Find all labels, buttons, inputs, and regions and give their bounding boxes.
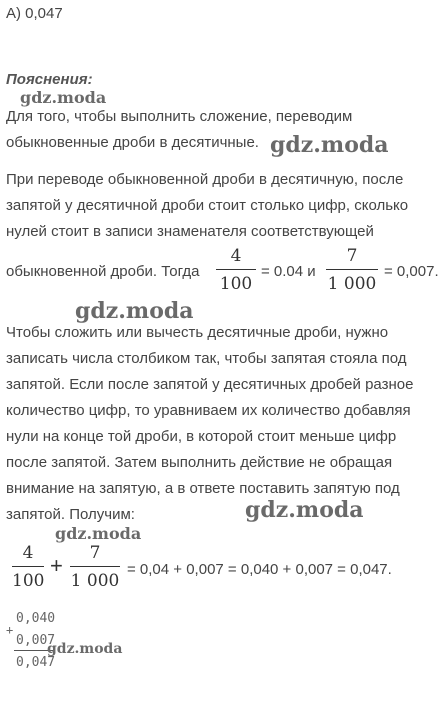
paragraph-3-line-8: запятой. Получим:	[6, 506, 135, 523]
paragraph-2-line-3: нулей стоит в записи знаменателя соответствующей	[6, 223, 374, 240]
column-line-2: 0,007	[16, 633, 56, 648]
paragraph-3-line-3: запятой. Если после запятой у десятичных дробей разное	[6, 376, 414, 393]
watermark: gdz.moda	[245, 497, 364, 523]
fraction-7-1000	[326, 245, 378, 295]
watermark: gdz.moda	[270, 132, 389, 158]
fraction-bar	[12, 566, 44, 567]
paragraph-3-line-4: количество цифр, то уравниваем их количество добавляя	[6, 402, 411, 419]
paragraph-1-line-1: Для того, чтобы выполнить сложение, переводим	[6, 108, 353, 125]
watermark: gdz.moda	[75, 298, 194, 324]
fraction-numerator: 4	[230, 246, 242, 266]
fraction-denominator: 1 000	[327, 274, 377, 294]
paragraph-2-line-1: При переводе обыкновенной дроби в десятичную, после	[6, 171, 404, 188]
paragraph-3-line-5: нули на конце той дроби, в которой стоит меньше цифр	[6, 428, 397, 445]
fraction-4-100	[216, 245, 256, 295]
fraction-numerator: 7	[89, 543, 101, 563]
paragraph-3-line-2: записать числа столбиком так, чтобы запятая стояла под	[6, 350, 407, 367]
explanation-heading: Пояснения:	[6, 71, 93, 88]
fraction-bar	[70, 566, 120, 567]
plus-sign: +	[50, 553, 63, 578]
fraction-bar	[216, 269, 256, 270]
fraction-numerator: 7	[346, 246, 358, 266]
paragraph-3-line-1: Чтобы сложить или вычесть десятичные дроби, нужно	[6, 324, 389, 341]
watermark: gdz.moda	[55, 524, 142, 543]
fraction-denominator: 100	[12, 571, 45, 591]
fraction-denominator: 100	[219, 274, 253, 294]
sum-fraction-7-1000	[70, 542, 120, 592]
answer-line: А) 0,047	[6, 5, 63, 22]
sum-fraction-4-100	[12, 542, 44, 592]
paragraph-1-line-2: обыкновенные дроби в десятичные.	[6, 134, 259, 151]
paragraph-2-line-4-start: обыкновенной дроби. Тогда	[6, 263, 200, 280]
equals-0-04: = 0.04 и	[261, 263, 316, 280]
sum-result: = 0,04 + 0,007 = 0,040 + 0,007 = 0,047.	[127, 561, 392, 578]
fraction-denominator: 1 000	[70, 571, 120, 591]
fraction-numerator: 4	[22, 543, 34, 563]
watermark: gdz.moda	[47, 641, 123, 657]
column-line-1: 0,040	[16, 611, 56, 626]
paragraph-3-line-6: после запятой. Затем выполнить действие не обращая	[6, 454, 393, 471]
watermark: gdz.moda	[20, 88, 107, 107]
fraction-bar	[326, 269, 378, 270]
equals-0-007: = 0,007.	[384, 263, 439, 280]
column-plus-sign: +	[6, 623, 14, 637]
paragraph-2-line-2: запятой у десятичной дроби стоит столько цифр, сколько	[6, 197, 409, 214]
paragraph-3-line-7: внимание на запятую, а в ответе поставить запятую под	[6, 480, 400, 497]
column-line-3: 0,047	[16, 655, 56, 670]
